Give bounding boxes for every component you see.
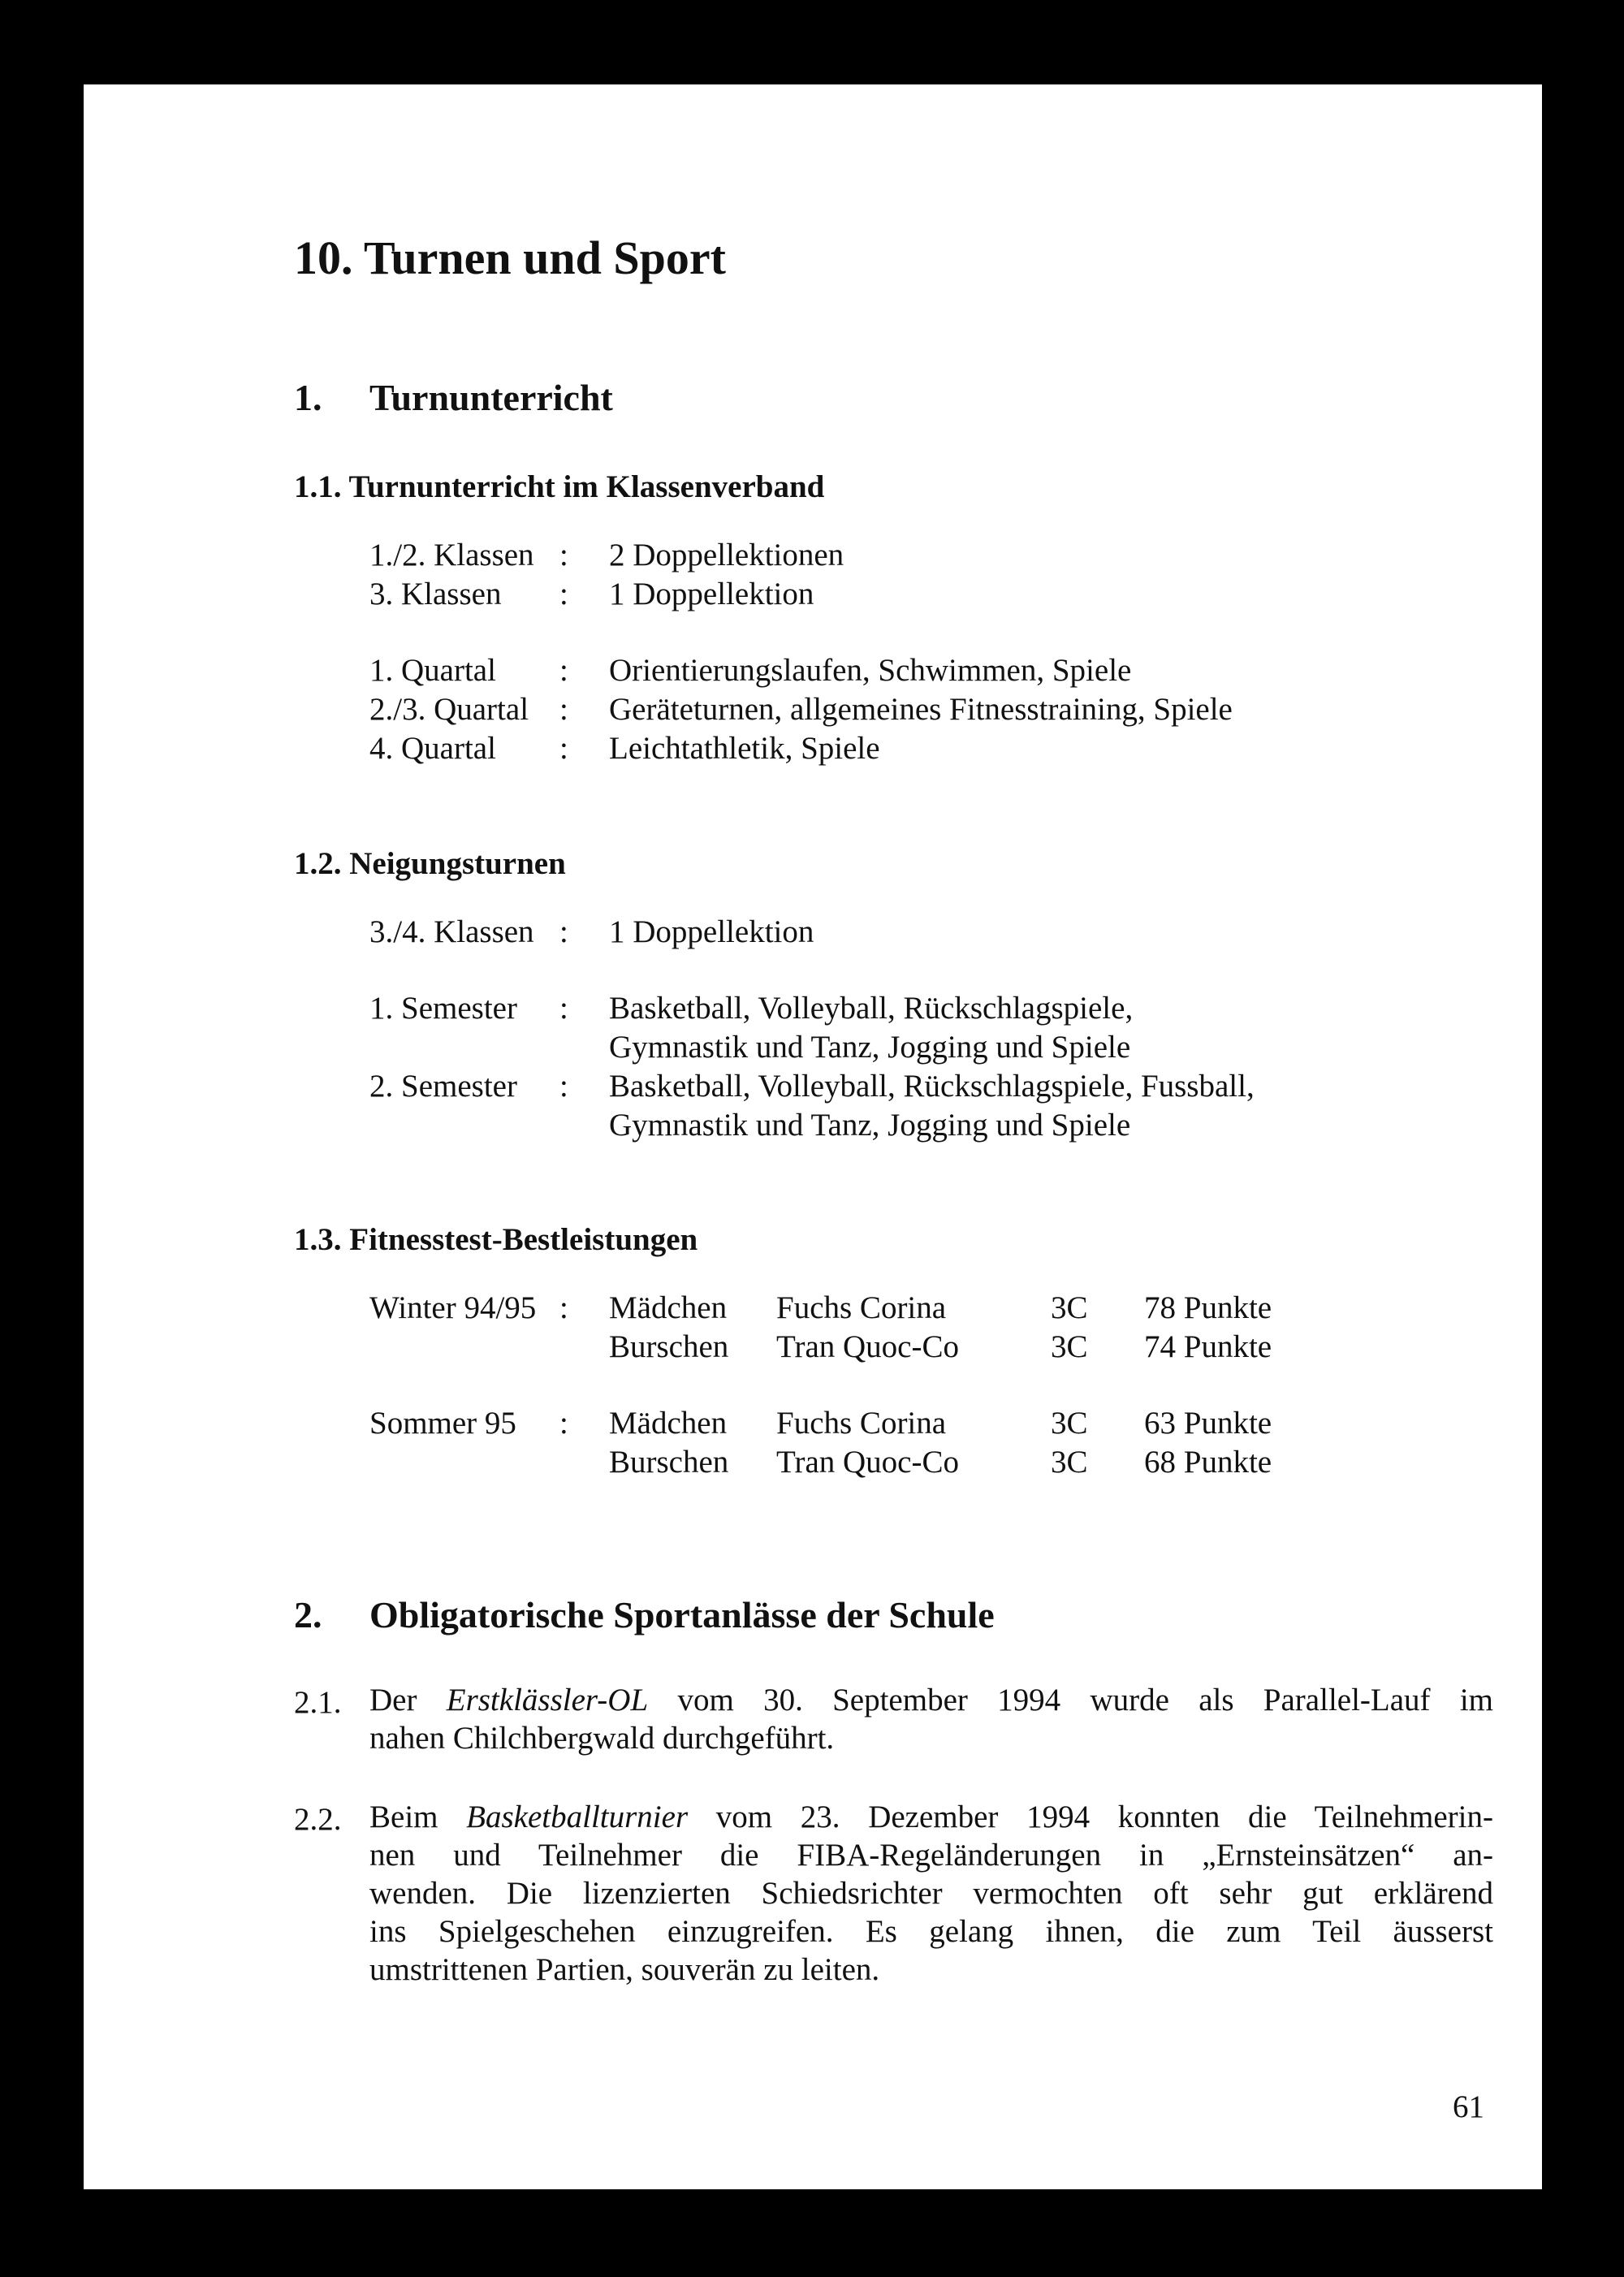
page-title: 10. Turnen und Sport: [294, 231, 726, 284]
section-2-title: Obligatorische Sportanlässe der Schule: [369, 1594, 995, 1635]
class: 3C: [1051, 1290, 1088, 1325]
colon: :: [559, 991, 568, 1026]
paragraph-line: Der Erstklässler-OL vom 30. September 1994 wurde als Parallel-Lauf im: [369, 1683, 1493, 1717]
row-label: 2. Semester: [369, 1069, 517, 1104]
gender: Mädchen: [609, 1290, 728, 1325]
athlete-name: Tran Quoc-Co: [776, 1329, 959, 1364]
subsection-1-2-title: 1.2. Neigungsturnen: [294, 846, 566, 881]
section-2-number: 2.: [294, 1594, 322, 1635]
colon: :: [559, 692, 568, 727]
paragraph-line: umstrittenen Partien, souverän zu leiten.: [369, 1952, 880, 1987]
row-label: 1. Semester: [369, 991, 517, 1026]
paragraph-line: nahen Chilchbergwald durchgeführt.: [369, 1721, 835, 1756]
row-label: 2./3. Quartal: [369, 692, 529, 727]
event-name: Basketballturnier: [466, 1800, 689, 1834]
season-label: Sommer 95: [369, 1406, 516, 1441]
row-value-cont: Gymnastik und Tanz, Jogging und Spiele: [609, 1108, 1131, 1143]
gender: Burschen: [609, 1445, 729, 1480]
athlete-name: Tran Quoc-Co: [776, 1445, 959, 1480]
class: 3C: [1051, 1445, 1088, 1480]
item-number: 2.2.: [294, 1802, 342, 1837]
gender: Mädchen: [609, 1406, 728, 1441]
row-value: 1 Doppellektion: [609, 577, 814, 611]
class: 3C: [1051, 1406, 1088, 1441]
colon: :: [559, 1290, 568, 1325]
athlete-name: Fuchs Corina: [776, 1406, 947, 1441]
paragraph-2-1: [369, 1681, 1493, 1757]
colon: :: [559, 538, 568, 572]
section-1-title: Turnunterricht: [369, 377, 613, 418]
colon: :: [559, 731, 568, 766]
row-value: Basketball, Volleyball, Rückschlagspiele,: [609, 991, 1134, 1026]
colon: :: [559, 1069, 568, 1104]
row-label: 3. Klassen: [369, 577, 502, 611]
row-value: Basketball, Volleyball, Rückschlagspiele, Fussball,: [609, 1069, 1255, 1104]
paragraph-line: ins Spielgeschehen einzugreifen. Es gelang ihnen, die zum Teil äusserst: [369, 1914, 1493, 1949]
row-value: 2 Doppellektionen: [609, 538, 844, 572]
athlete-name: Fuchs Corina: [776, 1290, 947, 1325]
row-label: 3./4. Klassen: [369, 914, 534, 949]
event-name: Erstklässler-OL: [446, 1683, 649, 1717]
paragraph-line: nen und Teilnehmer die FIBA-Regeländerungen in „Ernsteinsätzen“ an-: [369, 1838, 1493, 1873]
section-1-number: 1.: [294, 377, 322, 418]
row-label: 1./2. Klassen: [369, 538, 534, 572]
paragraph-line: Beim Basketballturnier vom 23. Dezember 1994 konnten die Teilnehmerin-: [369, 1800, 1493, 1834]
colon: :: [559, 1406, 568, 1441]
points: 68 Punkte: [1144, 1445, 1272, 1480]
row-value: Leichtathletik, Spiele: [609, 731, 880, 766]
item-number: 2.1.: [294, 1685, 342, 1720]
row-value: Orientierungslaufen, Schwimmen, Spiele: [609, 653, 1132, 688]
subsection-1-3-title: 1.3. Fitnesstest-Bestleistungen: [294, 1222, 698, 1257]
gender: Burschen: [609, 1329, 729, 1364]
paragraph-2-2: [369, 1798, 1493, 1989]
document-page: [84, 84, 1542, 2189]
row-value-cont: Gymnastik und Tanz, Jogging und Spiele: [609, 1030, 1131, 1065]
subsection-1-1-title: 1.1. Turnunterricht im Klassenverband: [294, 469, 825, 504]
points: 63 Punkte: [1144, 1406, 1272, 1441]
points: 78 Punkte: [1144, 1290, 1272, 1325]
colon: :: [559, 577, 568, 611]
paragraph-line: wenden. Die lizenzierten Schiedsrichter vermochten oft sehr gut erklärend: [369, 1876, 1493, 1911]
season-label: Winter 94/95: [369, 1290, 537, 1325]
colon: :: [559, 914, 568, 949]
row-label: 1. Quartal: [369, 653, 496, 688]
class: 3C: [1051, 1329, 1088, 1364]
page-number: 61: [1453, 2089, 1484, 2124]
colon: :: [559, 653, 568, 688]
row-value: 1 Doppellektion: [609, 914, 814, 949]
points: 74 Punkte: [1144, 1329, 1272, 1364]
row-value: Geräteturnen, allgemeines Fitnesstraining, Spiele: [609, 692, 1233, 727]
row-label: 4. Quartal: [369, 731, 496, 766]
